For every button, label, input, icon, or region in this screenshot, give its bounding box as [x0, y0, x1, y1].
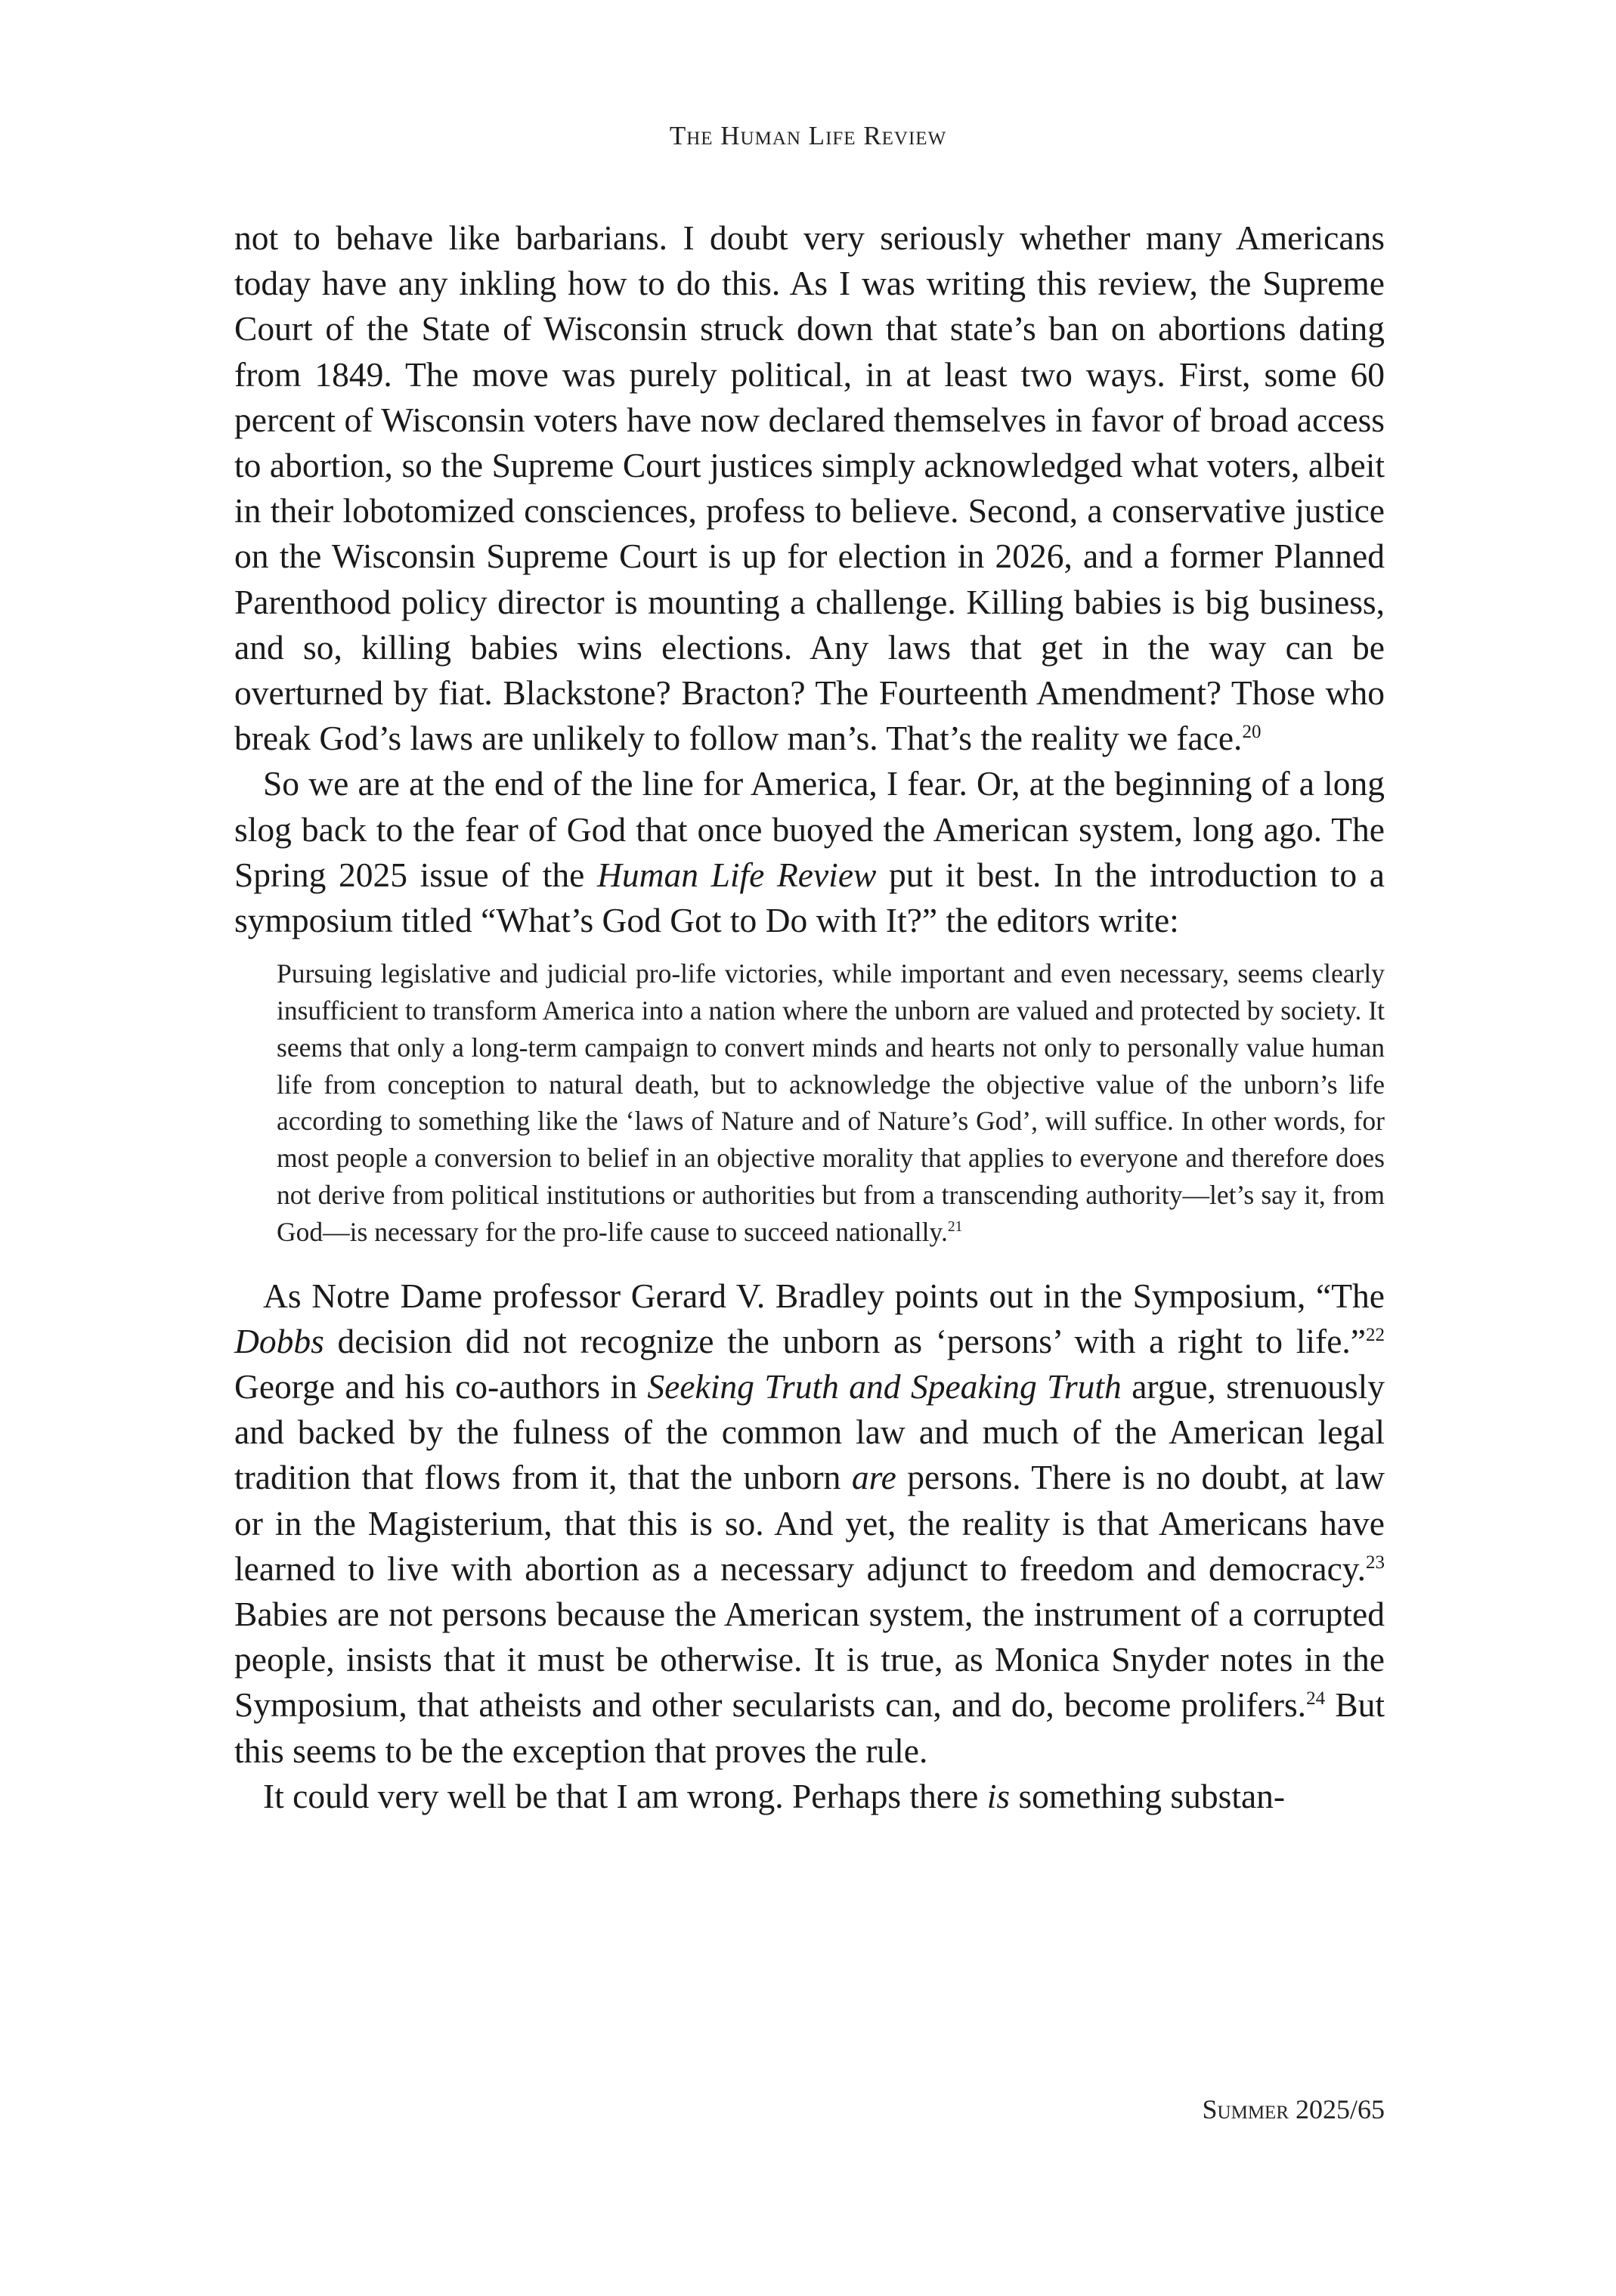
footnote-ref-22: 22	[1365, 1324, 1385, 1345]
paragraph-3-text-c: George and his co-authors in	[234, 1367, 648, 1406]
dobbs-case-title: Dobbs	[234, 1321, 324, 1360]
footnote-ref-23: 23	[1365, 1552, 1385, 1573]
emphasis-are: are	[851, 1458, 896, 1497]
footnote-ref-20: 20	[1242, 722, 1262, 743]
paragraph-2	[234, 761, 1385, 943]
paragraph-3-text-e: persons. There is no doubt, at law or in the Magisterium, that this is so. And yet, the reality is that Americans have learned to live with abortion as a necessary adjunct to freedom and democracy.	[234, 1458, 1385, 1588]
book-title: Seeking Truth and Speaking Truth	[647, 1367, 1122, 1406]
paragraph-3-text-b: decision did not recognize the unborn as ‘persons’ with a right to life.”	[324, 1321, 1366, 1360]
running-head: The Human Life Review	[669, 121, 947, 150]
journal-title: Human Life Review	[596, 855, 877, 894]
paragraph-3	[234, 1273, 1385, 1774]
page-folio: Summer 2025/65	[1202, 2094, 1385, 2124]
paragraph-2-text-b: put it best. In the introduction to a symposium titled “What’s God Got to Do with It?” the editors write:	[234, 855, 1385, 940]
footnote-ref-21: 21	[947, 1219, 963, 1235]
paragraph-3-text-f: Babies are not persons because the American system, the instrument of a corrupted people, insists that it must be otherwise. It is true, as Monica Snyder notes in the Symposium, that atheists and other secularists can, and do, become prolifers.	[234, 1595, 1385, 1725]
paragraph-1-text: not to behave like barbarians. I doubt very seriously whether many Americans today have any inkling how to do this. As I was writing this review, the Supreme Court of the State of Wisconsin struck down that state’s ban on abortions dating from 1849. The move was purely political, in at least two ways. First, some 60 percent of Wisconsin voters have now declared themselves in favor of broad access to abortion, so the Supreme Court justices simply acknowledged what voters, albeit in their lobotomized consciences, profess to believe. Second, a conservative justice on the Wisconsin Supreme Court is up for election in 2026, and a former Planned Parenthood policy director is mounting a challenge. Killing babies is big business, and so, killing babies wins elections. Any laws that get in the way can be overturned by fiat. Blackstone? Bracton? The Fourteenth Amendment? Those who break God’s laws are unlikely to follow man’s. That’s the reality we face.	[234, 218, 1385, 758]
article-body	[234, 215, 1385, 1819]
paragraph-3-text-a: As Notre Dame professor Gerard V. Bradley points out in the Symposium, “The	[263, 1276, 1385, 1315]
block-quote-text: Pursuing legislative and judicial pro-life victories, while important and even necessary, seems clearly insufficient to transform America into a nation where the unborn are valued and protected by society. It seems that only a long-term campaign to convert minds and hearts not only to personally value human life from conception to natural death, but to acknowledge the objective value of the unborn’s life according to something like the ‘laws of Nature and of Nature’s God’, will suffice. In other words, for most people a conversion to belief in an objective morality that applies to everyone and therefore does not derive from political institutions or authorities but from a transcending authority—let’s say it, from God—is necessary for the pro-life cause to succeed nationally.	[277, 958, 1385, 1247]
paragraph-4-text-a: It could very well be that I am wrong. Perhaps there	[263, 1776, 987, 1815]
paragraph-4	[234, 1774, 1385, 1819]
paragraph-3-text-g: But this seems to be the exception that proves the rule.	[234, 1685, 1385, 1770]
paragraph-3-text-d: argue, strenuously and backed by the fulness of the common law and much of the American legal tradition that flows from it, that the unborn	[234, 1367, 1385, 1497]
block-quote	[277, 955, 1385, 1250]
footnote-ref-24: 24	[1306, 1688, 1326, 1710]
paragraph-1	[234, 215, 1385, 761]
paragraph-2-text-a: So we are at the end of the line for America, I fear. Or, at the beginning of a long slog back to the fear of God that once buoyed the American system, long ago. The Spring 2025 issue of the	[234, 764, 1385, 894]
emphasis-is: is	[986, 1776, 1011, 1815]
paragraph-4-text-b: something substan-	[1010, 1776, 1286, 1815]
